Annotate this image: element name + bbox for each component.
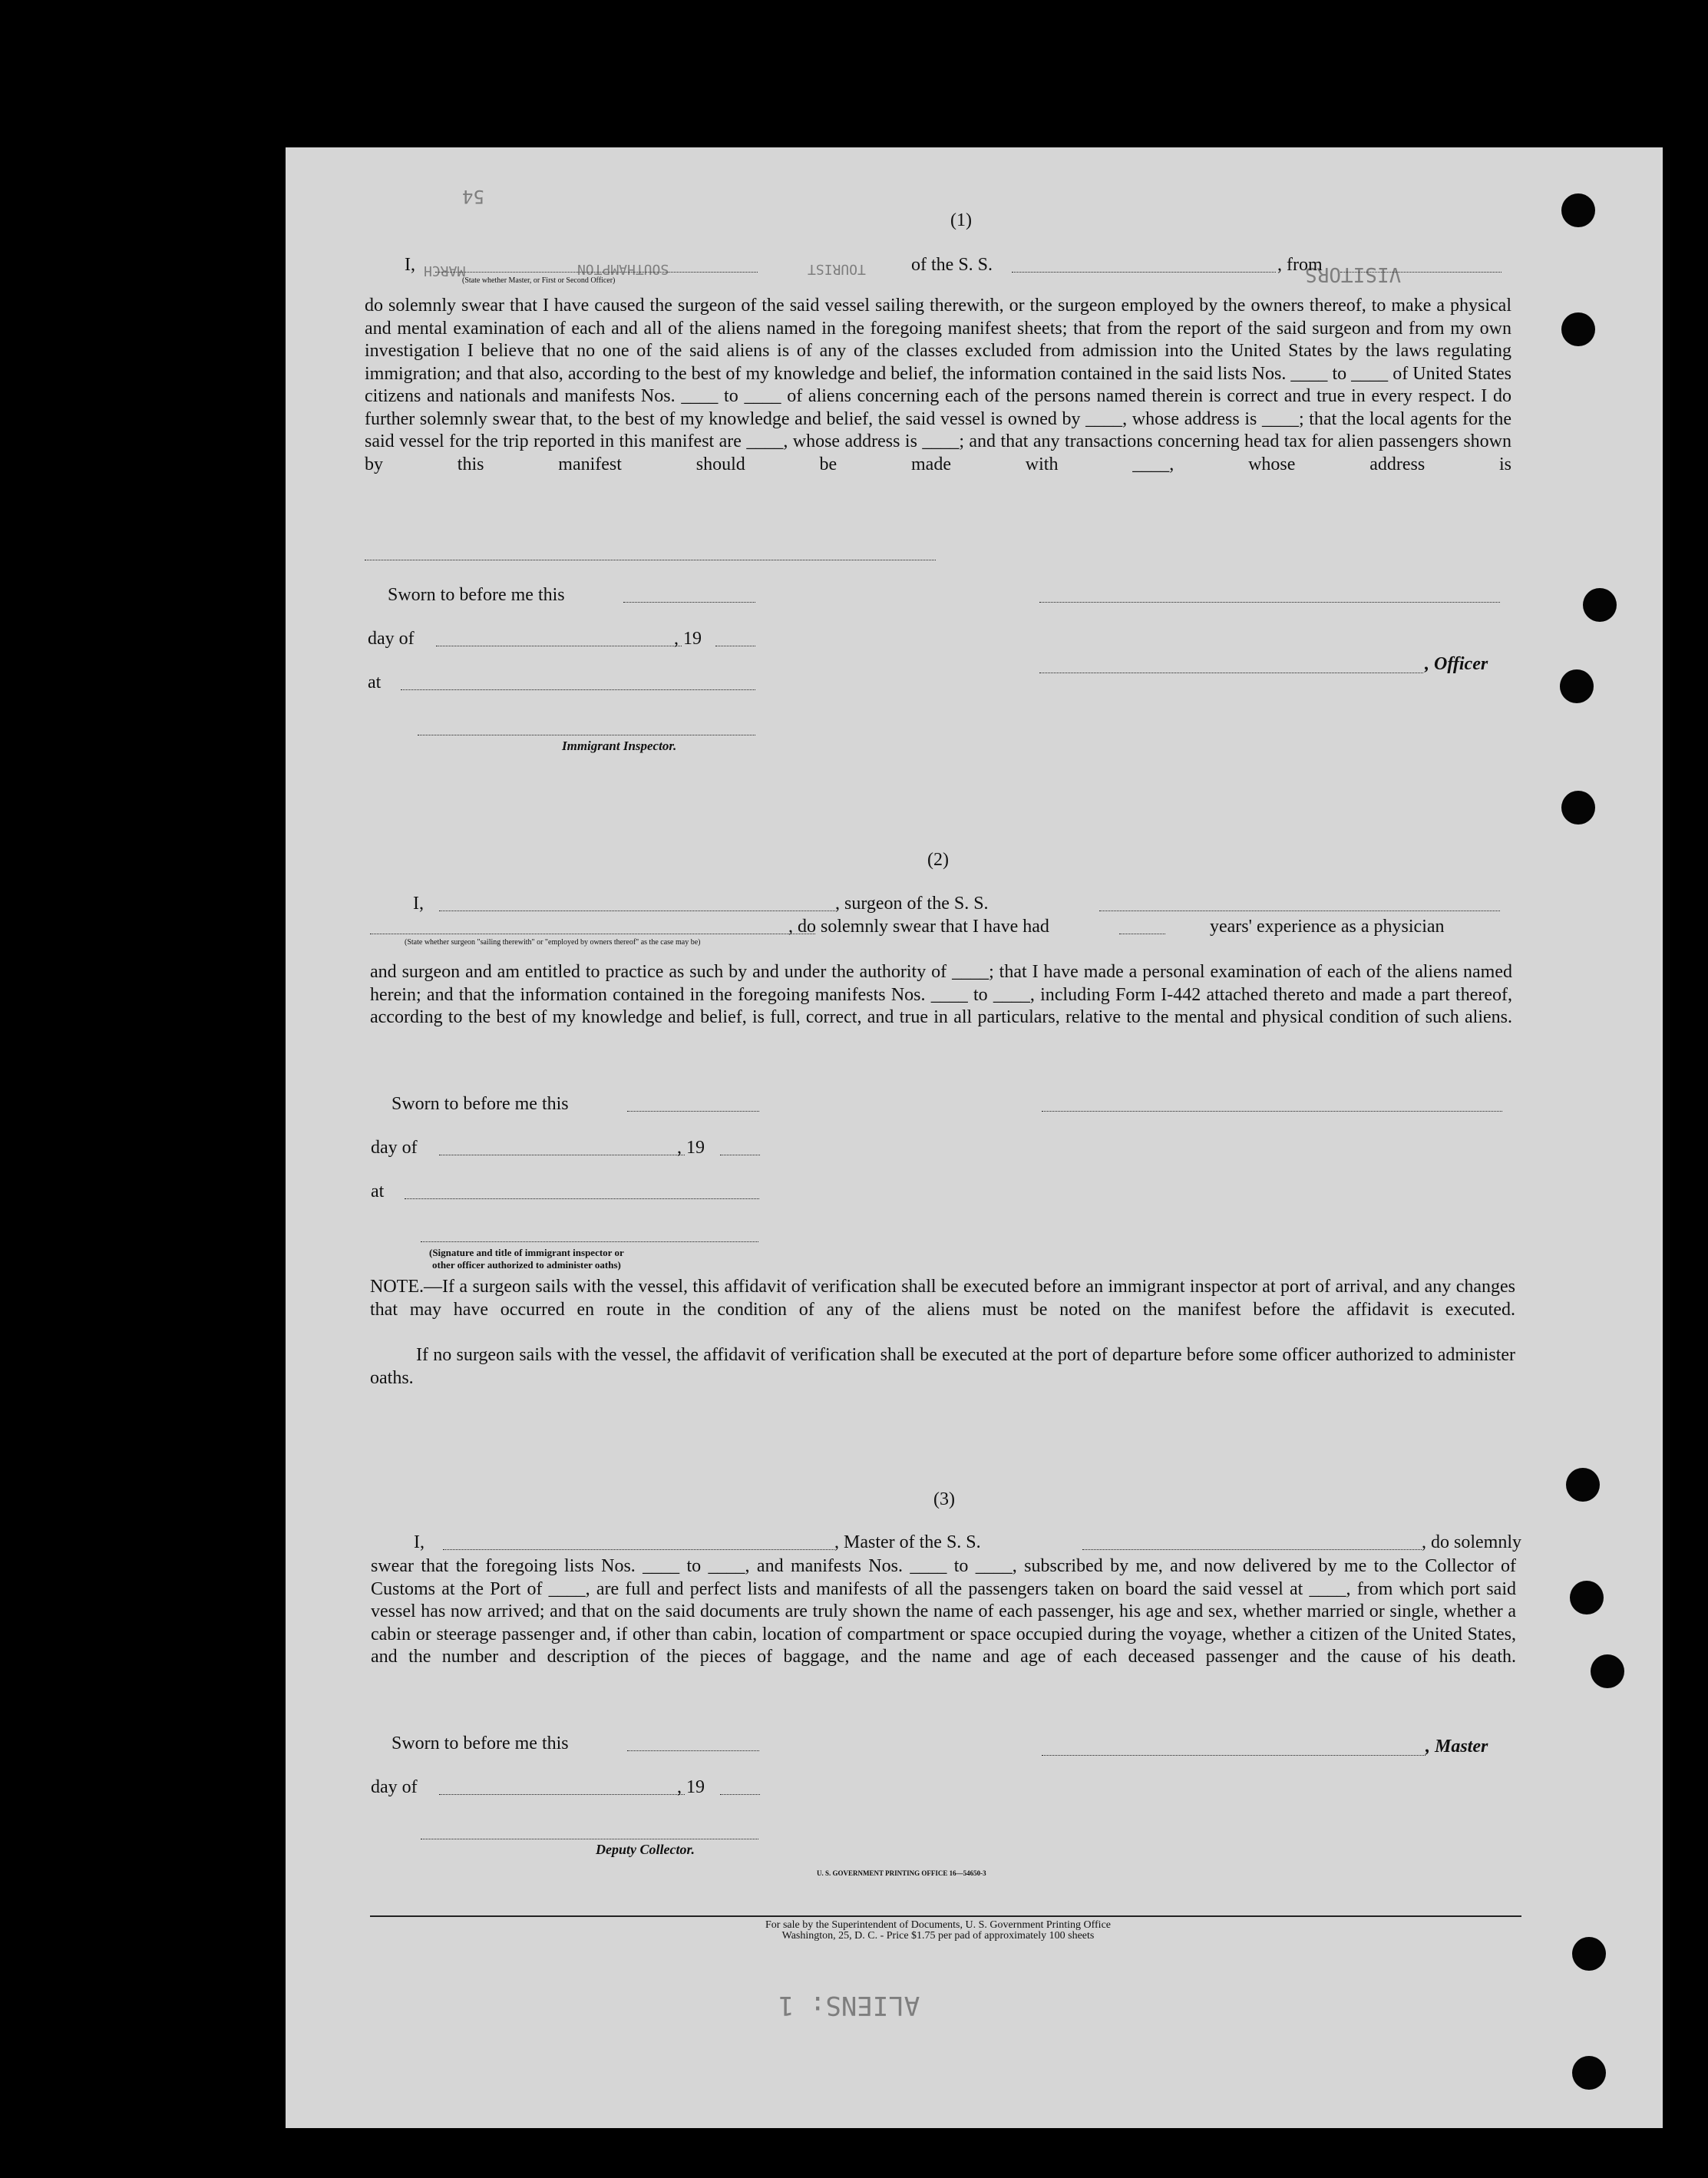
s1-of-the-ss: of the S. S. xyxy=(911,255,993,275)
sale-line-2: Washington, 25, D. C. - Price $1.75 per pad of approximately 100 sheets xyxy=(781,1930,1095,1942)
s2-surgeon-of: , surgeon of the S. S. xyxy=(835,894,989,914)
s3-day-of-label: day of xyxy=(371,1777,418,1797)
s2-sig-caption-1: (Signature and title of immigrant inspector or xyxy=(429,1247,624,1258)
s2-inspector-signature[interactable] xyxy=(421,1241,758,1242)
s1-inspector-caption: Immigrant Inspector. xyxy=(562,739,677,753)
show-through-aliens: ALIENS: 1 xyxy=(778,1990,920,2021)
s2-experience-text: years' experience as a physician xyxy=(1210,917,1445,937)
show-through-tourist: TOURIST xyxy=(808,261,866,277)
s3-deputy-caption: Deputy Collector. xyxy=(596,1842,695,1857)
s3-vessel-field[interactable] xyxy=(1082,1549,1422,1550)
punch-hole xyxy=(1572,2056,1606,2090)
s1-oath-text: do solemnly swear that I have caused the surgeon of the said vessel sailing therewith, or the surgeon employed by the owners thereof, to make a physical and mental examination of each and all of the aliens named in the foregoing manifest sheets; that from the report of the said surgeon and from my own investigation I believe that no one of the said aliens is of any of the classes excluded from admission into the United States by the laws regulating immigration; and that also, according to the best of my knowledge and belief, the information contained in the said lists Nos. ____ to ____ of United States citizens and nationals and manifests Nos. ____ to ____ of aliens concerning each of the persons named therein is correct and true in every respect. I do further solemnly swear that, to the best of my knowledge and belief, the said vessel is owned by ____, whose address is ____; that the local agents for the said vessel for the trip reported in this manifest are ____, whose address is ____; and that any transactions concerning head tax for alien passengers shown by this manifest should be made with ____, whose address is xyxy=(365,296,1511,474)
show-through-visitors: VISITORS xyxy=(1305,263,1402,286)
s2-sworn-label: Sworn to before me this xyxy=(391,1094,569,1114)
footer-rule xyxy=(370,1915,1521,1917)
punch-hole xyxy=(1560,669,1594,703)
punch-hole xyxy=(1583,588,1617,622)
s1-officer-field[interactable] xyxy=(435,272,758,273)
s2-signature-line[interactable] xyxy=(1042,1111,1502,1112)
s1-sworn-field[interactable] xyxy=(623,602,755,603)
punch-hole xyxy=(1570,1581,1604,1614)
s3-sworn-field[interactable] xyxy=(627,1750,759,1751)
s1-vessel-field[interactable] xyxy=(1012,272,1276,273)
s3-master-signature[interactable] xyxy=(1042,1755,1426,1756)
gpo-imprint: U. S. GOVERNMENT PRINTING OFFICE 16—54650-3 xyxy=(817,1869,986,1877)
s1-year-label: , 19 xyxy=(674,629,702,649)
s2-sworn-field[interactable] xyxy=(627,1111,759,1112)
s2-day-of-label: day of xyxy=(371,1138,418,1158)
s1-from-label: , from xyxy=(1277,255,1323,275)
s3-master-label: , Master xyxy=(1426,1737,1488,1757)
s1-officer-signature[interactable] xyxy=(1039,602,1500,603)
s1-officer-hint: (State whether Master, or First or Second Officer) xyxy=(462,276,616,285)
sale-line-1: For sale by the Superintendent of Documents, U. S. Government Printing Office xyxy=(765,1919,1111,1931)
s2-year-label: , 19 xyxy=(677,1138,705,1158)
s3-intro-i: I, xyxy=(414,1532,425,1552)
s2-at-field[interactable] xyxy=(405,1198,759,1199)
s1-day-of-label: day of xyxy=(368,629,415,649)
s3-oath-text: swear that the foregoing lists Nos. ____ to ____, and manifests Nos. ____ to ____, subscribed by me, and now delivered by me to the Collector of Customs at the Port of ____, are full and perfect lists and manifests of all the passengers taken on board the said vessel at ____, from which port said vessel has now arrived; and that on the said documents are truly shown the name of each passenger, his age and sex, whether married or single, whether a cabin or steerage passenger and, if other than cabin, location of compartment or space occupied during the voyage, whether a citizen of the United States, and the number and description of the pieces of baggage, and the name and age of each deceased passenger and the cause of his death. xyxy=(371,1556,1516,1667)
s3-day-field[interactable] xyxy=(439,1794,685,1795)
s1-officer-label: , Officer xyxy=(1425,654,1488,674)
s1-intro-i: I, xyxy=(405,255,415,275)
s2-surgeon-hint: (State whether surgeon "sailing therewith" or "employed by owners thereof" as the case may be) xyxy=(405,938,701,947)
s1-sworn-label: Sworn to before me this xyxy=(388,585,565,605)
show-through-southampton: SOUTHAMPTON xyxy=(577,261,669,277)
s2-note-1-text: —If a surgeon sails with the vessel, this affidavit of verification shall be executed before an immigrant inspector at port of arrival, and any changes that may have occurred en route in the condition of any of the aliens must be noted on the manifest before the affidavit is executed. xyxy=(370,1277,1515,1320)
s3-sworn-label: Sworn to before me this xyxy=(391,1733,569,1753)
punch-hole xyxy=(1561,193,1595,227)
s3-do-solemnly: , do solemnly xyxy=(1422,1532,1521,1552)
s2-note-label: NOTE. xyxy=(370,1277,424,1297)
s1-at-label: at xyxy=(368,673,382,692)
s2-swear-text: , do solemnly swear that I have had xyxy=(788,917,1049,937)
s2-note-2: If no surgeon sails with the vessel, the affidavit of verification shall be executed at the port of departure before some officer authorized to administer oaths. xyxy=(370,1345,1515,1388)
section-2-number: (2) xyxy=(927,850,949,870)
punch-hole xyxy=(1591,1654,1624,1688)
form-page xyxy=(286,147,1663,2128)
section-1-number: (1) xyxy=(950,210,972,230)
show-through-march: MARCH xyxy=(424,263,466,279)
s2-intro-i: I, xyxy=(413,894,424,914)
s3-year-field[interactable] xyxy=(720,1794,760,1795)
s1-from-field[interactable] xyxy=(1340,272,1502,273)
s2-sig-caption-2: other officer authorized to administer oaths) xyxy=(432,1259,621,1271)
section-3-number: (3) xyxy=(933,1489,955,1509)
punch-hole xyxy=(1561,791,1595,825)
s3-year-label: , 19 xyxy=(677,1777,705,1797)
s3-master-of: , Master of the S. S. xyxy=(834,1532,981,1552)
punch-hole xyxy=(1572,1937,1606,1971)
show-through-page-number: 54 xyxy=(462,186,484,207)
s2-note-1 xyxy=(370,1276,1515,1321)
punch-hole xyxy=(1561,312,1595,346)
s3-name-field[interactable] xyxy=(443,1549,834,1550)
s2-at-label: at xyxy=(371,1182,385,1201)
s2-oath-text: and surgeon and am entitled to practice as such by and under the authority of ____; that I have made a personal examination of each of the aliens named herein; and that the information contained in the foregoing manifests Nos. ____ to ____, including Form I-442 attached thereto and made a part thereof, according to the best of my knowledge and belief, is full, correct, and true in all particulars, relative to the mental and physical condition of such aliens. xyxy=(370,962,1512,1027)
s1-at-field[interactable] xyxy=(401,689,755,690)
punch-hole xyxy=(1566,1468,1600,1502)
